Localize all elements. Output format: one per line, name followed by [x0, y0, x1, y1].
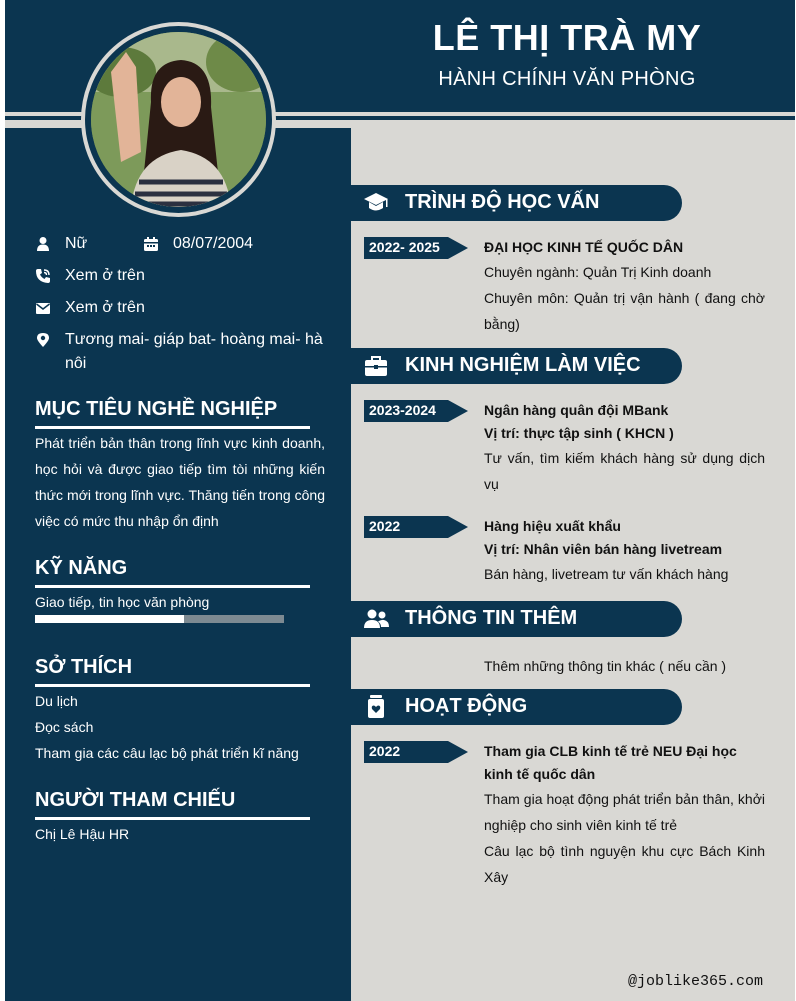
- hobby-item: Du lịch: [35, 693, 78, 709]
- objective-title: MỤC TIÊU NGHỀ NGHIỆP: [35, 398, 278, 420]
- users-icon: [363, 606, 389, 632]
- experience-period: 2023-2024: [369, 402, 436, 418]
- skill-name: Giao tiếp, tin học văn phòng: [35, 594, 210, 610]
- hobbies-rule: [35, 684, 310, 687]
- education-line: Chuyên ngành: Quản Trị Kinh doanh: [484, 264, 712, 280]
- footer-handle: @joblike365.com: [628, 973, 764, 990]
- user-icon: [35, 236, 51, 252]
- extra-banner: [351, 601, 682, 637]
- extra-entry: [484, 653, 765, 679]
- experience-banner: [351, 348, 682, 384]
- extra-text: Thêm những thông tin khác ( nếu cần ): [484, 658, 727, 674]
- activity-name: Tham gia CLB kinh tế trẻ NEU Đại học kinh tế quốc dân: [484, 743, 737, 782]
- phone-row: [35, 264, 145, 288]
- experience-position: Vị trí: thực tập sinh ( KHCN ): [484, 425, 674, 441]
- cv-page: [5, 0, 795, 1001]
- experience-position: Vị trí: Nhân viên bán hàng livetream: [484, 541, 723, 557]
- phone-icon: [35, 268, 51, 284]
- address-row: [35, 328, 325, 376]
- skill-bar-fill: [35, 615, 184, 623]
- skills-title: KỸ NĂNG: [35, 557, 128, 579]
- activity-period-tag: [364, 741, 468, 763]
- skill-bar: [35, 615, 284, 623]
- education-line: Chuyên môn: Quản trị vận hành ( đang chờ bằng): [484, 290, 765, 332]
- experience-period: 2022: [369, 518, 401, 534]
- candidate-role: HÀNH CHÍNH VĂN PHÒNG: [438, 68, 696, 90]
- avatar-frame: [81, 22, 276, 217]
- references-title: NGƯỜI THAM CHIẾU: [35, 789, 236, 811]
- birthday-row: [143, 232, 253, 256]
- experience-entry: [484, 515, 765, 587]
- experience-entry: [484, 399, 765, 497]
- jar-icon: [363, 694, 389, 720]
- activities-banner: [351, 689, 682, 725]
- experience-period-tag: [364, 516, 468, 538]
- objective-rule: [35, 426, 310, 429]
- objective-text: Phát triển bản thân trong lĩnh vực kinh doanh, học hỏi và được giao tiếp tìm tòi những kiến thức mới trong lĩnh vực. Thăng tiến trong công việc có mức thu nhập ổn định: [35, 435, 325, 529]
- education-banner: [351, 185, 682, 221]
- education-title: TRÌNH ĐỘ HỌC VẤN: [405, 191, 600, 213]
- experience-company: Hàng hiệu xuất khẩu: [484, 518, 621, 534]
- map-pin-icon: [35, 332, 51, 348]
- calendar-icon: [143, 236, 159, 252]
- phone-text: Xem ở trên: [65, 267, 145, 284]
- activity-line: Câu lạc bộ tình nguyện khu cực Bách Kinh Xây: [484, 843, 765, 885]
- graduation-cap-icon: [363, 190, 389, 216]
- education-period: 2022- 2025: [369, 239, 440, 255]
- reference-item: Chị Lê Hậu HR: [35, 826, 130, 842]
- experience-line: Tư vấn, tìm kiếm khách hàng sử dụng dịch vụ: [484, 450, 765, 492]
- hobby-item: Đọc sách: [35, 719, 94, 735]
- skills-rule: [35, 585, 310, 588]
- experience-period-tag: [364, 400, 468, 422]
- email-row: [35, 296, 145, 320]
- activity-entry: [484, 740, 765, 890]
- education-entry: [484, 236, 765, 337]
- avatar: [91, 32, 266, 207]
- education-school: ĐẠI HỌC KINH TẾ QUỐC DÂN: [484, 239, 684, 255]
- activities-title: HOẠT ĐỘNG: [405, 695, 528, 717]
- hobby-item: Tham gia các câu lạc bộ phát triển kĩ năng: [35, 745, 299, 761]
- envelope-icon: [35, 300, 51, 316]
- birthday-text: 08/07/2004: [173, 235, 254, 252]
- activity-period: 2022: [369, 743, 401, 759]
- gender-row: [35, 232, 87, 256]
- references-rule: [35, 817, 310, 820]
- gender-text: Nữ: [65, 235, 88, 252]
- experience-title: KINH NGHIỆM LÀM VIỆC: [405, 354, 641, 376]
- briefcase-icon: [363, 353, 389, 379]
- address-text: Tương mai- giáp bat- hoàng mai- hà nôi: [65, 331, 323, 372]
- candidate-name: LÊ THỊ TRÀ MY: [432, 17, 702, 58]
- experience-line: Bán hàng, livetream tư vấn khách hàng: [484, 566, 729, 582]
- email-text: Xem ở trên: [65, 299, 145, 316]
- hobbies-title: SỞ THÍCH: [35, 656, 133, 678]
- activity-line: Tham gia hoạt động phát triển bản thân, khởi nghiệp cho sinh viên kinh tế trẻ: [484, 791, 765, 833]
- education-period-tag: [364, 237, 468, 259]
- experience-company: Ngân hàng quân đội MBank: [484, 402, 669, 418]
- extra-title: THÔNG TIN THÊM: [405, 607, 578, 629]
